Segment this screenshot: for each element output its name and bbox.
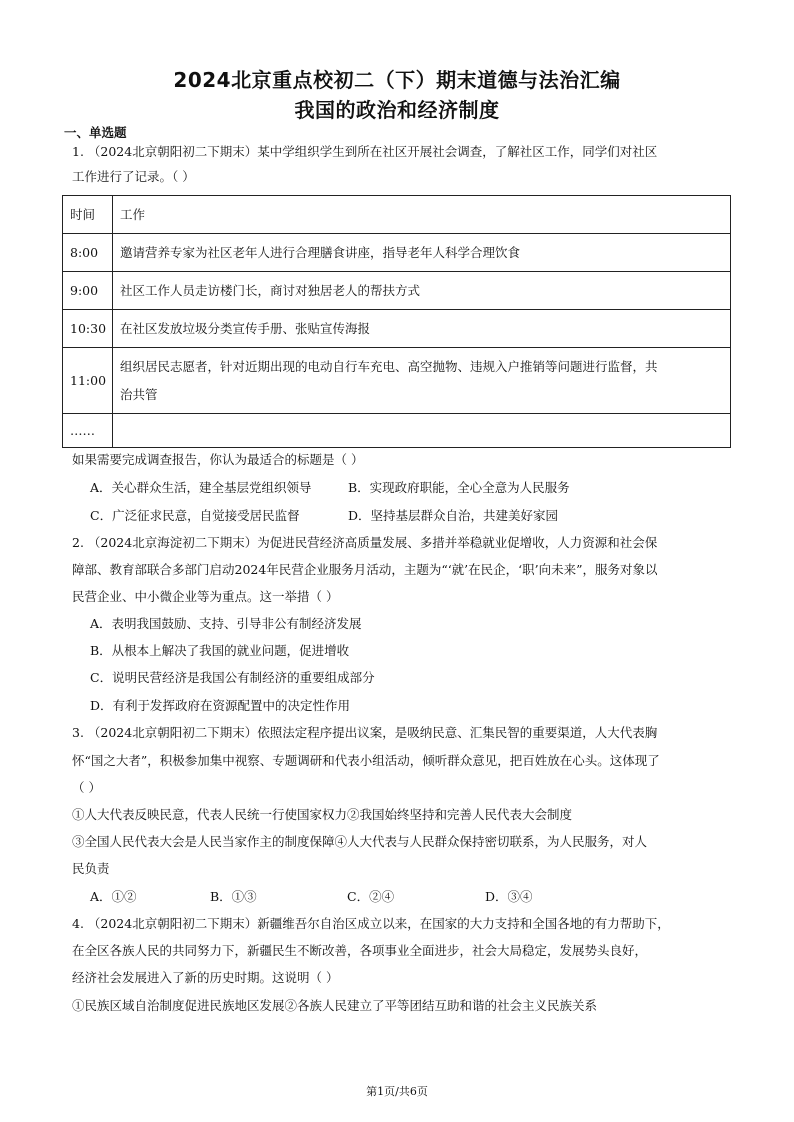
table-cell-work [113, 414, 731, 448]
q3-option-a: A．①② [90, 889, 137, 904]
q4-stem-line3: 经济社会发展进入了新的历史时期。这说明（ ） [72, 970, 339, 985]
survey-record-table [62, 195, 731, 448]
q2-option-c: C．说明民营经济是我国公有制经济的重要组成部分 [90, 670, 375, 685]
document-title-line1: 2024北京重点校初二（下）期末道德与法治汇编 [173, 68, 621, 92]
q4-statements-line1: ①民族区域自治制度促进民族地区发展②各族人民建立了平等团结互助和谐的社会主义民族关系 [72, 998, 598, 1013]
table-row [63, 272, 731, 310]
q3-option-c: C．②④ [347, 889, 395, 904]
q3-option-d: D．③④ [485, 889, 533, 904]
q2-option-b: B．从根本上解决了我国的就业问题，促进增收 [90, 643, 350, 658]
q3-statements-line3: 民负责 [72, 861, 110, 876]
q3-stem-line1: 3. （2024北京朝阳初二下期末）依照法定程序提出议案，是吸纳民意、汇集民智的重要渠道，人大代表胸 [72, 725, 658, 740]
table-cell-work [113, 348, 731, 414]
q3-stem-line2: 怀“国之大者”，积极参加集中视察、专题调研和代表小组活动，倾听群众意见，把百姓放在心头。这体现了 [72, 753, 660, 768]
q1-stem-line1: 1. （2024北京朝阳初二下期末）某中学组织学生到所在社区开展社会调查，了解社区工作，同学们对社区 [72, 144, 658, 159]
table-cell-work: 在社区发放垃圾分类宣传手册、张贴宣传海报 [113, 310, 731, 348]
section-heading: 一、单选题 [64, 125, 127, 140]
page-footer: 第1页/共6页 [366, 1085, 428, 1098]
table-cell-work: 邀请营养专家为社区老年人进行合理膳食讲座，指导老年人科学合理饮食 [113, 234, 731, 272]
table-header-work: 工作 [113, 196, 731, 234]
table-cell-work: 社区工作人员走访楼门长，商讨对独居老人的帮扶方式 [113, 272, 731, 310]
q2-stem-line3: 民营企业、中小微企业等为重点。这一举措（ ） [72, 589, 339, 604]
q3-option-b: B．①③ [210, 889, 257, 904]
table-header-row [63, 196, 731, 234]
table-row [63, 348, 731, 414]
q1-option-a: A．关心群众生活，建全基层党组织领导 [90, 480, 312, 495]
q4-stem-line1: 4. （2024北京朝阳初二下期末）新疆维吾尔自治区成立以来，在国家的大力支持和全国各地的有力帮助下， [72, 916, 670, 931]
q1-question: 如果需要完成调查报告，你认为最适合的标题是（ ） [72, 452, 364, 467]
q3-stem-line3: （ ） [72, 780, 101, 795]
q1-option-c: C．广泛征求民意，自觉接受居民监督 [90, 508, 300, 523]
table-cell-work-line2: 治共管 [120, 386, 158, 402]
document-title-line2: 我国的政治和经济制度 [294, 98, 500, 122]
table-cell-time: …… [63, 414, 113, 448]
table-cell-time: 8:00 [63, 234, 113, 272]
table-cell-time: 10:30 [63, 310, 113, 348]
table-row [63, 234, 731, 272]
table-row [63, 414, 731, 448]
table-cell-time: 9:00 [63, 272, 113, 310]
table-cell-time: 11:00 [63, 348, 113, 414]
q1-option-d: D．坚持基层群众自治，共建美好家园 [348, 508, 559, 523]
table-row [63, 310, 731, 348]
q3-statements-line2: ③全国人民代表大会是人民当家作主的制度保障④人大代表与人民群众保持密切联系，为人民服务，对人 [72, 834, 648, 849]
q1-stem-line2: 工作进行了记录。（ ） [72, 169, 195, 184]
q3-statements-line1: ①人大代表反映民意，代表人民统一行使国家权力②我国始终坚持和完善人民代表大会制度 [72, 807, 573, 822]
q2-stem-line1: 2. （2024北京海淀初二下期末）为促进民营经济高质量发展、多措并举稳就业促增收，人力资源和社会保 [72, 535, 658, 550]
q1-option-b: B．实现政府职能，全心全意为人民服务 [348, 480, 570, 495]
q2-option-d: D．有利于发挥政府在资源配置中的决定性作用 [90, 698, 351, 713]
q2-stem-line2: 障部、教育部联合多部门启动2024年民营企业服务月活动，主题为“‘就’在民企，‘职’向未来”，服务对象以 [72, 562, 658, 577]
q2-option-a: A．表明我国鼓励、支持、引导非公有制经济发展 [90, 616, 362, 631]
q4-stem-line2: 在全区各族人民的共同努力下，新疆民生不断改善，各项事业全面进步，社会大局稳定，发展势头良好， [72, 943, 648, 958]
table-header-time: 时间 [63, 196, 113, 234]
table-cell-work-line1: 组织居民志愿者，针对近期出现的电动自行车充电、高空抛物、违规入户推销等问题进行监督，共 [120, 358, 658, 374]
